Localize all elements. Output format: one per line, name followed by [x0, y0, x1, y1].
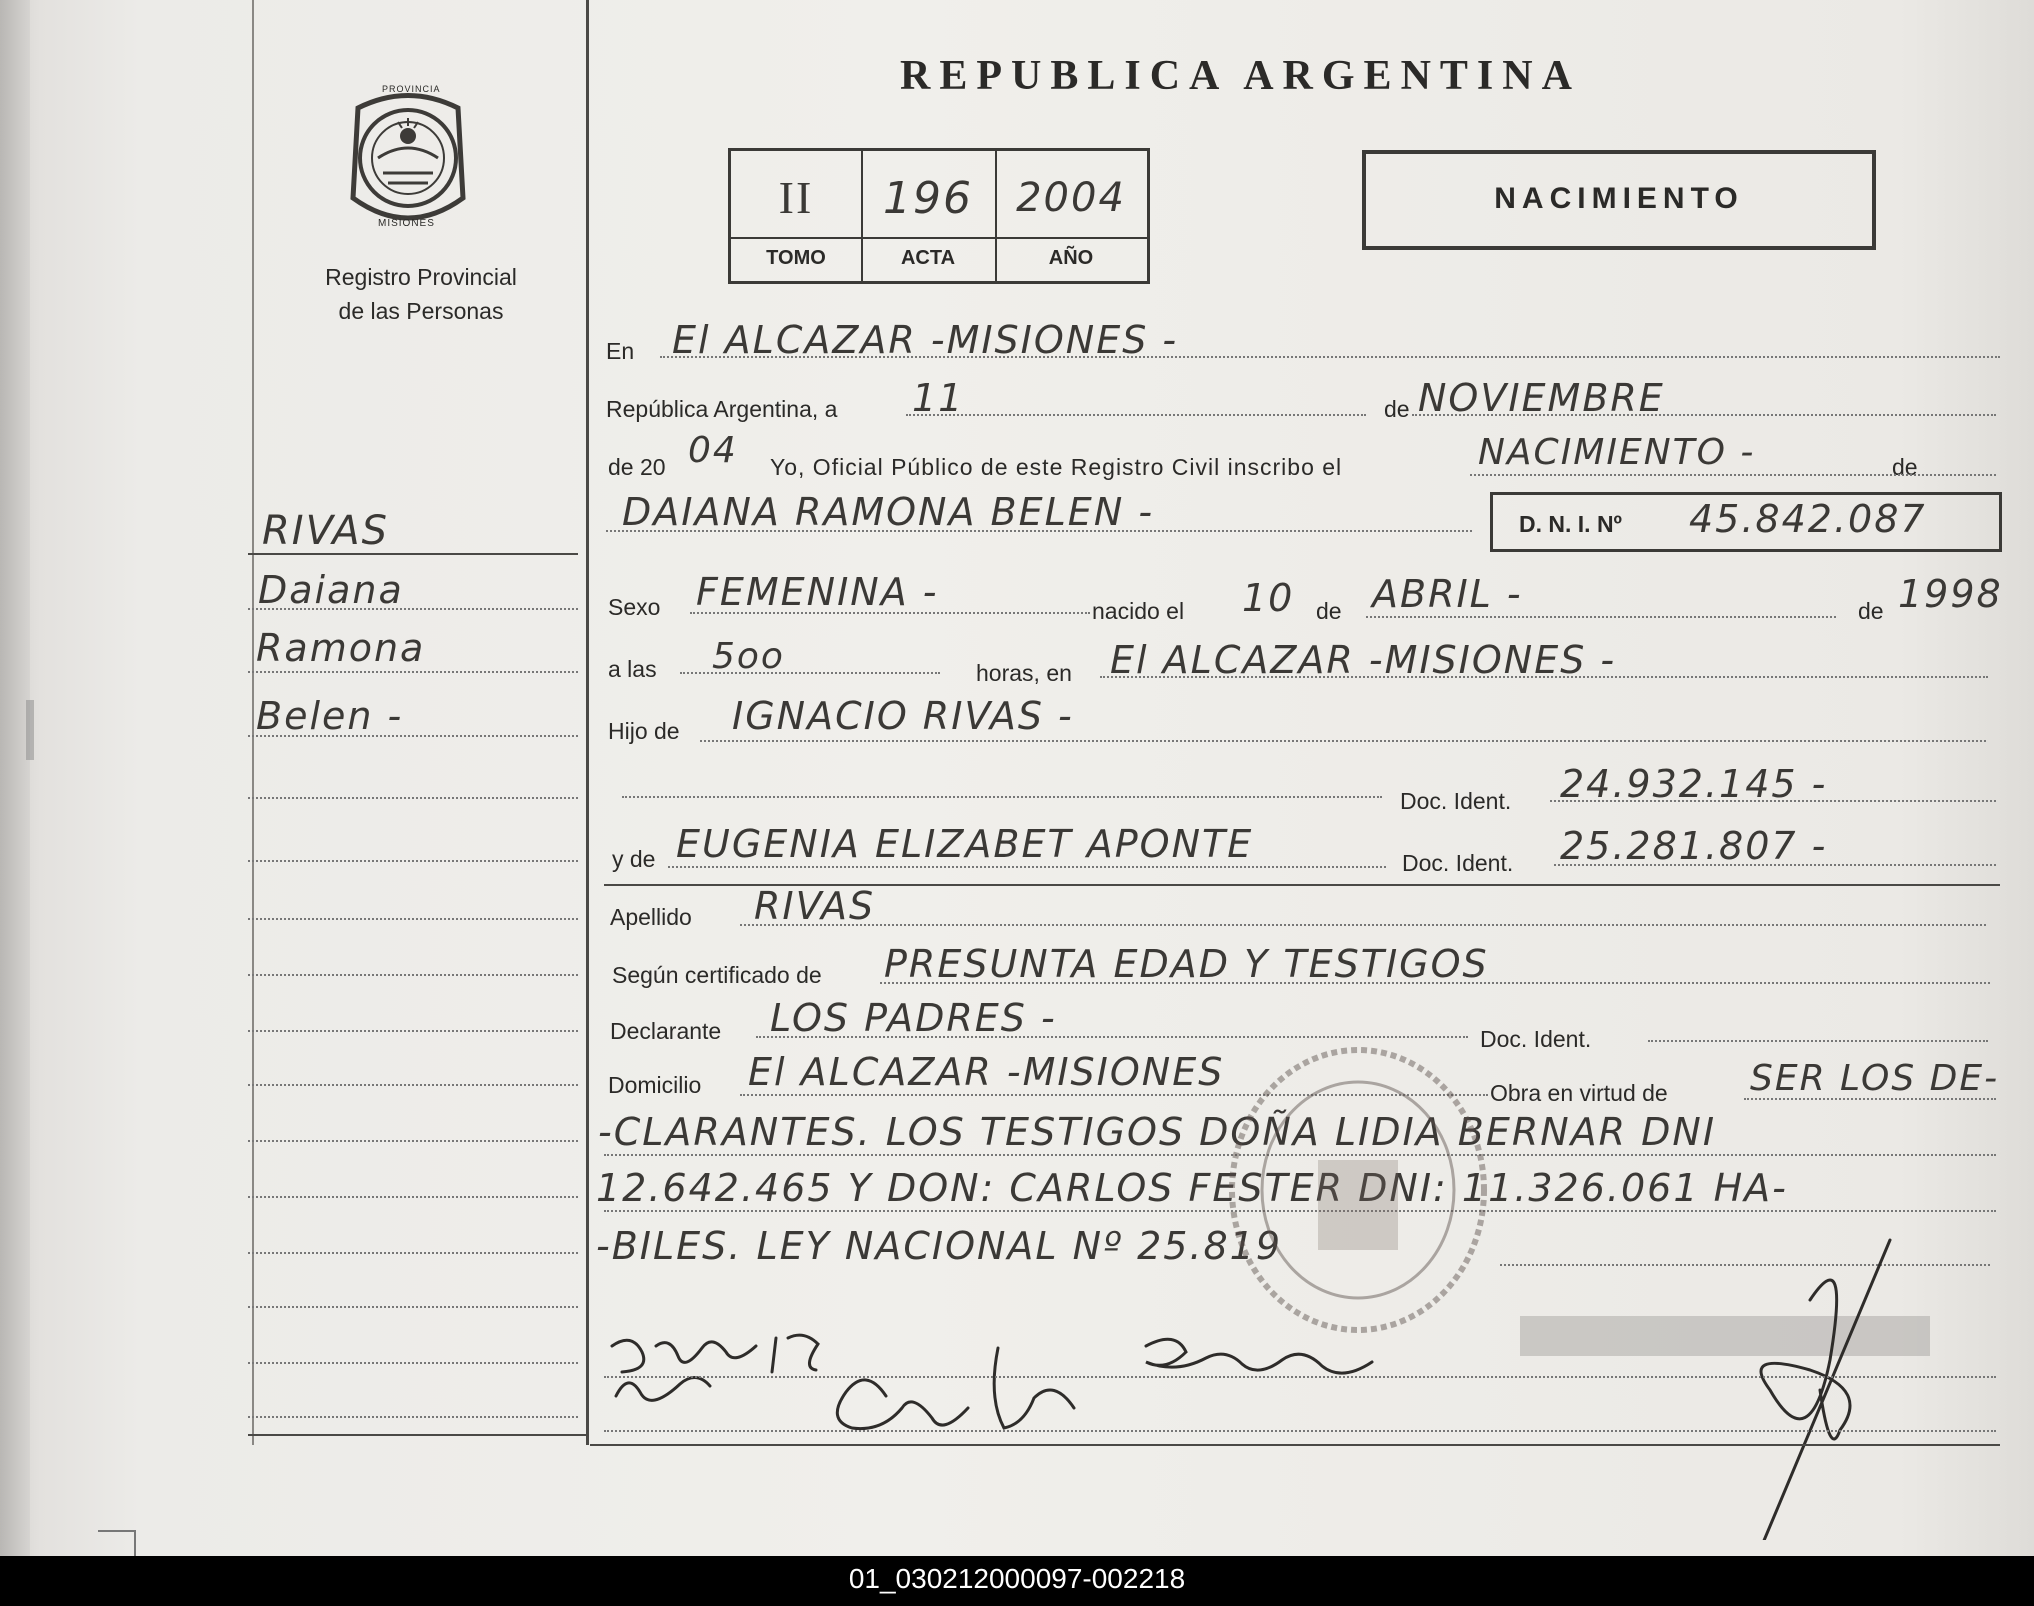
horas-label: horas, en — [976, 660, 1072, 686]
full-name-line — [606, 530, 1472, 532]
birth-year-value: 1998 — [1898, 572, 2003, 616]
margin-line — [248, 671, 578, 673]
margin-line — [248, 1252, 578, 1254]
alas-label: a las — [608, 656, 657, 682]
de-label: de — [1384, 396, 1410, 422]
margin-line — [248, 1416, 578, 1418]
official-text: Yo, Oficial Público de este Registro Civil inscribo el — [770, 454, 1343, 480]
certificado-value: PRESUNTA EDAD Y TESTIGOS — [884, 942, 1489, 986]
en-label: En — [606, 338, 635, 364]
doc-label2: Doc. Ident. — [1402, 850, 1514, 876]
domicilio-value: El ALCAZAR -MISIONES — [748, 1050, 1225, 1094]
day-value: 11 — [912, 376, 965, 420]
full-name-value: DAIANA RAMONA BELEN - — [622, 490, 1155, 534]
father-value: IGNACIO RIVAS - — [732, 694, 1074, 738]
scan-corner-mark — [98, 1530, 136, 1556]
seal-text-top: PROVINCIA — [382, 84, 441, 94]
left-panel-divider — [586, 0, 589, 1445]
de-label4: de — [1858, 598, 1884, 624]
acta-value: 196 — [883, 173, 973, 224]
margin-name3: Belen - — [256, 694, 404, 738]
obra-label: Obra en virtud de — [1490, 1080, 1668, 1106]
de-label3: de — [1316, 598, 1342, 624]
issuer-line1: Registro Provincial — [325, 264, 517, 290]
margin-line — [248, 860, 578, 862]
margin-line — [248, 735, 578, 737]
mother-line — [668, 866, 1386, 868]
mother-doc-value: 25.281.807 - — [1560, 824, 1828, 868]
ano-label: AÑO — [1048, 247, 1094, 269]
margin-name2: Ramona — [256, 626, 426, 670]
signature-line — [604, 1376, 1996, 1378]
margin-line — [248, 1030, 578, 1032]
issuer-line2: de las Personas — [338, 298, 504, 324]
father-line — [700, 740, 1986, 742]
yde-label: y de — [612, 846, 656, 872]
registry-box — [728, 148, 1150, 284]
place-value: El ALCAZAR -MISIONES - — [672, 318, 1179, 362]
dni-box — [1490, 492, 2002, 552]
page-left-rule — [252, 0, 254, 1445]
margin-line — [248, 974, 578, 976]
margin-line — [248, 1140, 578, 1142]
scan-edge-mark — [26, 700, 34, 760]
declarante-value: LOS PADRES - — [770, 996, 1057, 1040]
birth-month-value: ABRIL - — [1372, 572, 1523, 616]
seal-text-bottom: MISIONES — [378, 218, 435, 229]
document-title: REPUBLICA ARGENTINA — [900, 53, 1581, 99]
remarks-line2: 12.642.465 Y DON: CARLOS FESTER DNI: 11.326.061 HA- — [596, 1166, 1788, 1210]
apellido-line — [740, 924, 1986, 926]
month-value: NOVIEMBRE — [1418, 376, 1665, 420]
doc-label1: Doc. Ident. — [1400, 788, 1512, 814]
nacido-label: nacido el — [1092, 598, 1185, 624]
obra-line — [1744, 1098, 1996, 1100]
birth-month-line — [1366, 616, 1836, 618]
margin-line — [248, 1084, 578, 1086]
father-doc-blank — [622, 796, 1382, 798]
record-type-label: NACIMIENTO — [1494, 182, 1744, 215]
margin-line — [248, 1306, 578, 1308]
tomo-value: II — [778, 172, 814, 223]
declarante-line — [756, 1036, 1468, 1038]
birth-day-value: 10 — [1242, 576, 1295, 620]
margin-bottom-rule — [248, 1434, 588, 1436]
margin-surname: RIVAS — [262, 508, 389, 554]
sexo-label: Sexo — [608, 594, 661, 620]
father-doc-line — [1550, 800, 1996, 802]
birth-place-line — [1100, 676, 1988, 678]
tomo-label: TOMO — [766, 247, 826, 269]
apellido-label: Apellido — [610, 904, 692, 930]
margin-line — [248, 1362, 578, 1364]
hour-line — [680, 672, 940, 674]
dni-label: D. N. I. Nº — [1519, 511, 1622, 537]
segun-label: Según certificado de — [612, 962, 822, 988]
event-value: NACIMIENTO - — [1478, 432, 1756, 473]
event-line — [1470, 474, 1996, 476]
margin-line — [248, 918, 578, 920]
doc-label3: Doc. Ident. — [1480, 1026, 1592, 1052]
document-id: 01_030212000097-002218 — [848, 1563, 1186, 1594]
day-line — [906, 414, 1366, 416]
form-bottom-rule — [590, 1444, 2000, 1446]
year-suffix: 04 — [688, 430, 738, 471]
sexo-line — [690, 612, 1090, 614]
certificado-line — [880, 982, 1990, 984]
declarante-doc-line — [1648, 1040, 1988, 1042]
margin-line — [248, 797, 578, 799]
father-doc-value: 24.932.145 - — [1560, 762, 1828, 806]
acta-label: ACTA — [900, 247, 956, 269]
birth-place-value: El ALCAZAR -MISIONES - — [1110, 638, 1617, 682]
obra-value: SER LOS DE- — [1750, 1058, 2000, 1099]
ano-value: 2004 — [1016, 175, 1126, 221]
remarks-line1: -CLARANTES. LOS TESTIGOS DOÑA LIDIA BERNAR DNI — [598, 1110, 1717, 1154]
mother-value: EUGENIA ELIZABET APONTE — [676, 822, 1254, 866]
signature-line — [604, 1430, 1996, 1432]
margin-line — [248, 608, 578, 610]
en-line — [660, 356, 2000, 358]
margin-name1: Daiana — [258, 568, 404, 612]
record-type-box — [1362, 150, 1876, 250]
domicilio-label: Domicilio — [608, 1072, 702, 1098]
sexo-value: FEMENINA - — [696, 570, 939, 614]
remarks-line3: -BILES. LEY NACIONAL Nº 25.819 — [596, 1224, 1283, 1268]
dni-value: 45.842.087 — [1689, 497, 1927, 541]
hijo-label: Hijo de — [608, 718, 680, 744]
apellido-value: RIVAS — [754, 884, 876, 928]
de-label2: de — [1892, 454, 1918, 480]
margin-line — [248, 1196, 578, 1198]
declarante-label: Declarante — [610, 1018, 722, 1044]
year-prefix: de 20 — [608, 454, 666, 480]
hour-value: 5oo — [712, 636, 785, 677]
mother-doc-line — [1554, 864, 1996, 866]
signatures-icon — [600, 1220, 2020, 1540]
provincial-seal-icon — [338, 78, 478, 238]
month-line — [1412, 414, 1996, 416]
republica-label: República Argentina, a — [606, 396, 838, 422]
scan-edge-shadow — [0, 0, 30, 1556]
